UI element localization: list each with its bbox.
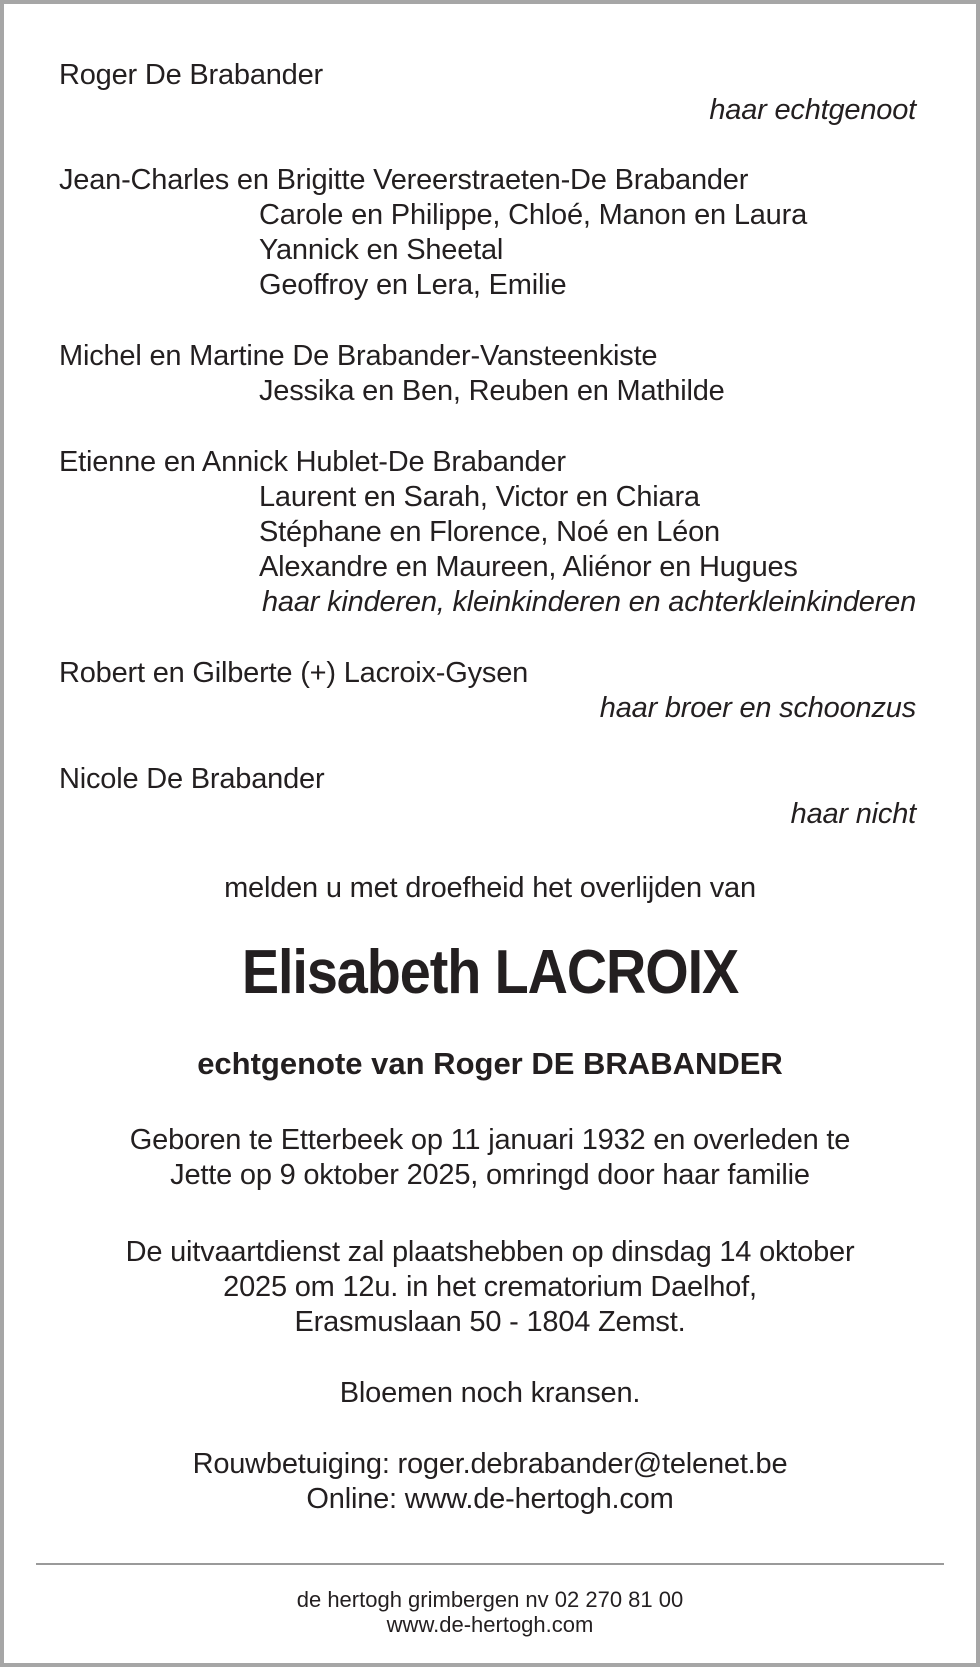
footer-divider [36, 1563, 944, 1565]
funeral-line-2: 2025 om 12u. in het crematorium Daelhof, [223, 1271, 757, 1303]
flowers-note: Bloemen noch kransen. [339, 1377, 641, 1409]
husband-name: Roger De Brabander [59, 59, 323, 91]
birth-death-line-1: Geboren te Etterbeek op 11 januari 1932 en overleden te [129, 1124, 851, 1156]
sibling-relation: haar broer en schoonzus [599, 692, 916, 724]
niece-relation: haar nicht [790, 798, 916, 830]
birth-death-line-2: Jette op 9 oktober 2025, omringd door haar familie [170, 1159, 810, 1191]
funeral-line-3: Erasmuslaan 50 - 1804 Zemst. [294, 1306, 686, 1338]
husband-relation: haar echtgenoot [709, 94, 916, 126]
child-3-descendant-2: Stéphane en Florence, Noé en Léon [259, 516, 720, 548]
spouse-line: echtgenote van Roger DE BRABANDER [197, 1046, 783, 1081]
child-1-parents: Jean-Charles en Brigitte Vereerstraeten-De Brabander [59, 164, 749, 196]
footer-website: www.de-hertogh.com [386, 1612, 594, 1637]
niece-name: Nicole De Brabander [59, 763, 325, 795]
funeral-line-1: De uitvaartdienst zal plaatshebben op dinsdag 14 oktober [125, 1236, 855, 1268]
announcement-intro: melden u met droefheid het overlijden van [224, 872, 756, 904]
child-3-parents: Etienne en Annick Hublet-De Brabander [59, 446, 566, 478]
online-condolence: Online: www.de-hertogh.com [306, 1483, 674, 1515]
child-2-descendant-1: Jessika en Ben, Reuben en Mathilde [259, 375, 725, 407]
child-3-descendant-1: Laurent en Sarah, Victor en Chiara [259, 481, 700, 513]
child-1-descendant-2: Yannick en Sheetal [259, 234, 504, 266]
child-2-parents: Michel en Martine De Brabander-Vansteenkiste [59, 340, 658, 372]
footer-company: de hertogh grimbergen nv 02 270 81 00 [296, 1587, 684, 1612]
children-relation: haar kinderen, kleinkinderen en achterkleinkinderen [262, 586, 916, 618]
sibling-name: Robert en Gilberte (+) Lacroix-Gysen [59, 657, 529, 689]
deceased-name: Elisabeth LACROIX [241, 938, 739, 1007]
child-1-descendant-1: Carole en Philippe, Chloé, Manon en Laura [259, 199, 807, 231]
child-3-descendant-3: Alexandre en Maureen, Aliénor en Hugues [259, 551, 798, 583]
child-1-descendant-3: Geoffroy en Lera, Emilie [259, 269, 567, 301]
condolence-email: Rouwbetuiging: roger.debrabander@telenet.be [192, 1448, 788, 1480]
